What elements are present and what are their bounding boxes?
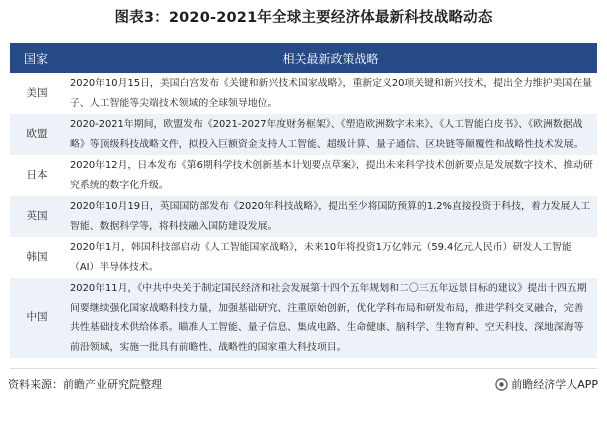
- country-cell: 英国: [10, 196, 64, 237]
- policy-cell: 2020年10月19日，英国国防部发布《2020年科技战略》，提出至少将国防预算的1.2%直接投资于科技，着力发展人工智能、数据科学等，将科技融入国防建设发展。: [64, 196, 597, 237]
- policy-table: [10, 43, 597, 358]
- country-cell: 欧盟: [10, 114, 64, 155]
- policy-cell: 2020年11月，《中共中央关于制定国民经济和社会发展第十四个五年规划和二〇三五年远景目标的建议》提出十四五期间要继续强化国家战略科技力量，加强基础研究、注重原始创新，优化学科布局和研发布局，推进学科交叉融合，完善共性基础技术供给体系。瞄准人工智能、量子信息、集成电路、生命健康、脑科学、生物育种、空天科技、深地深海等前沿领域，实施一批具有前瞻性、战略性的国家重大科技项目。: [64, 278, 597, 358]
- country-cell: 韩国: [10, 237, 64, 278]
- header-country: 国家: [10, 43, 64, 73]
- country-cell: 美国: [10, 73, 64, 114]
- chart-title: 图表3：2020-2021年全球主要经济体最新科技战略动态: [114, 10, 493, 26]
- table-row: [10, 114, 597, 155]
- source-note: 资料来源：前瞻产业研究院整理: [8, 378, 162, 391]
- table-row: [10, 237, 597, 278]
- table-row: [10, 278, 597, 358]
- country-cell: 日本: [10, 155, 64, 196]
- policy-cell: 2020年1月，韩国科技部启动《人工智能国家战略》，未来10年将投资1万亿韩元（59.4亿元人民币）研发人工智能（AI）半导体技术。: [64, 237, 597, 278]
- policy-cell: 2020-2021年期间，欧盟发布《2021-2027年度财务框架》、《塑造欧洲数字未来》、《人工智能白皮书》、《欧洲数据战略》等顶级科技战略文件，拟投入巨额资金支持人工智能、超级计算、量子通信、区块链等颠覆性和战略性技术发展。: [64, 114, 597, 155]
- header-policy: 相关最新政策战略: [64, 43, 597, 73]
- table-row: [10, 73, 597, 114]
- country-cell: 中国: [10, 278, 64, 358]
- table-row: [10, 155, 597, 196]
- policy-cell: 2020年12月，日本发布《第6期科学技术创新基本计划要点草案》，提出未来科学技术创新要点是发展数字技术、推动研究系统的数字化升级。: [64, 155, 597, 196]
- app-logo-icon: [495, 378, 508, 391]
- credit-text: 前瞻经济学人APP: [511, 378, 598, 391]
- footer-divider: [10, 368, 597, 369]
- credit: [495, 376, 598, 392]
- table-header-row: [10, 43, 597, 73]
- policy-cell: 2020年10月15日，美国白宫发布《关键和新兴技术国家战略》，重新定义20项关键和新兴技术，提出全力维护美国在量子、人工智能等尖端技术领域的全球领导地位。: [64, 73, 597, 114]
- table-row: [10, 196, 597, 237]
